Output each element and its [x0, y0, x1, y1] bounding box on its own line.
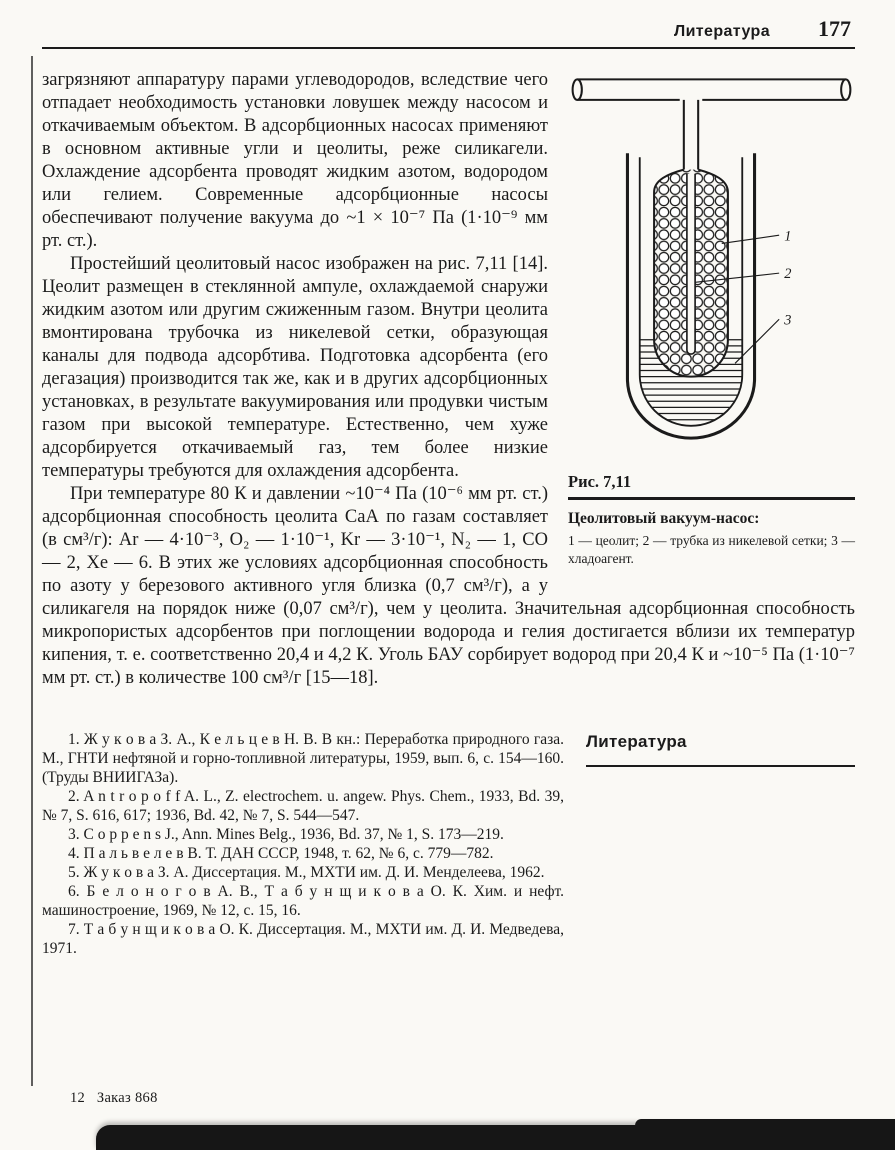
inlet-tube	[573, 79, 851, 173]
running-title: Литература	[673, 23, 770, 40]
figure-labels	[783, 228, 791, 328]
reference-item: 1. Ж у к о в а З. А., К е л ь ц е в Н. В. В кн.: Переработка природного газа. М., ГНТИ нефтяной и горно-топливной литературы, 1959, вып. 6, с. 154—160. (Труды ВНИИГАЗа).	[42, 731, 564, 786]
reference-item: 4. П а л ь в е л е в В. Т. ДАН СССР, 1948, т. 62, № 6, с. 779—782.	[68, 845, 494, 862]
figure-label-1: 1	[784, 228, 792, 245]
reference-item: 3. C o p p e n s J., Ann. Mines Belg., 1936, Bd. 37, № 1, S. 173—219.	[68, 826, 504, 843]
reference-item: 7. Т а б у н щ и к о в а О. К. Диссертация. М., МХТИ им. Д. И. Медведева, 1971.	[42, 921, 564, 957]
vacuum-pump-diagram	[568, 71, 855, 465]
figure-caption-legend: 1 — цеолит; 2 — трубка из никелевой сетки; 3 — хладоагент.	[568, 532, 855, 566]
printers-mark: 12 Заказ 868	[70, 1090, 158, 1106]
page-header	[42, 16, 855, 42]
figure-label-3: 3	[784, 312, 792, 329]
figure-caption-title: Цеолитовый вакуум-насос:	[568, 509, 760, 527]
reference-item: 6. Б е л о н о г о в А. В., Т а б у н щ и к о в а О. К. Хим. и нефт. машиностроение, 1969, № 12, с. 15, 16.	[42, 883, 564, 919]
reference-item: 2. A n t r o p o f f A. L., Z. electrochem. u. angew. Phys. Chem., 1933, Bd. 39, № 7, S. 616, 617; 1936, Bd. 42, № 7, S. 544—547.	[42, 788, 564, 824]
reference-item: 5. Ж у к о в а З. А. Диссертация. М., МХТИ им. Д. И. Менделеева, 1962.	[68, 864, 545, 881]
figure-caption-rule	[568, 497, 855, 500]
nickel-mesh-tube	[687, 174, 695, 354]
figure-label-2: 2	[784, 266, 792, 283]
references-list	[42, 730, 564, 958]
figure-number: Рис. 7,11	[568, 472, 632, 491]
scan-gutter-artifact	[31, 56, 33, 1086]
scan-edge-artifact	[96, 1125, 895, 1150]
figure-caption	[568, 471, 855, 568]
page-number: 177	[818, 16, 851, 41]
references-heading-block	[564, 730, 855, 958]
header-rule	[42, 47, 855, 49]
main-text	[42, 69, 855, 690]
leader-line-1	[722, 235, 779, 243]
references-section	[42, 690, 855, 958]
figure-7-11	[568, 71, 855, 568]
references-heading: Литература	[586, 732, 687, 751]
body-paragraph: загрязняют аппаратуру парами углеводородов, вследствие чего отпадает необходимость установки ловушек между насосом и откачиваемым объектом. В адсорбционных насосах применяют в основном активные угли и цеолиты, реже силикагели. Охлаждение адсорбента проводят жидким азотом, водородом или гелием. Современные адсорбционные насосы обеспечивают получение вакуума до ~1 × 10⁻⁷ Па (1·10⁻⁹ мм рт. ст.).	[42, 70, 548, 251]
body-paragraph: Простейший цеолитовый насос изображен на рис. 7,11 [14]. Цеолит размещен в стеклянной ампуле, охлаждаемой снаружи жидким азотом или другим сжиженным газом. Внутри цеолита вмонтирована трубочка из никелевой сетки, образующая каналы для подвода адсорбтива. Подготовка адсорбента (его дегазация) производится так же, как и в других адсорбционных установках, в результате вакуумирования или продувки чистым газом при высокой температуре. Естественно, чем хуже адсорбируется откачиваемый газ, тем более низкие температуры требуются для охлаждения адсорбента.	[42, 254, 548, 481]
references-heading-rule	[586, 765, 855, 767]
body-paragraph: При температуре 80 К и давлении ~10⁻⁴ Па (10⁻⁶ мм рт. ст.) адсорбционная способность цеолита СаА по газам составляет (в см³/г): Ar — 4·10⁻³, O₂ — 1·10⁻¹, Kr — 3·10⁻¹, N₂ — 1, CO — 2, Xe — 6. В этих же условиях адсорбционная способность по азоту у березового активного угля близка (0,7 см³/г), а у силикагеля на порядок ниже (0,07 см³/г), чем у цеолита. Значительная адсорбционная способность микропористых адсорбентов при поглощении водорода и гелия достигается вблизи их температур кипения, т. е. соответственно 20,4 и 4,2 К. Уголь БАУ сорбирует водород при 20,4 К и ~10⁻⁵ Па (1·10⁻⁷ мм рт. ст.) в количестве 100 см³/г [15—18].	[42, 484, 855, 688]
